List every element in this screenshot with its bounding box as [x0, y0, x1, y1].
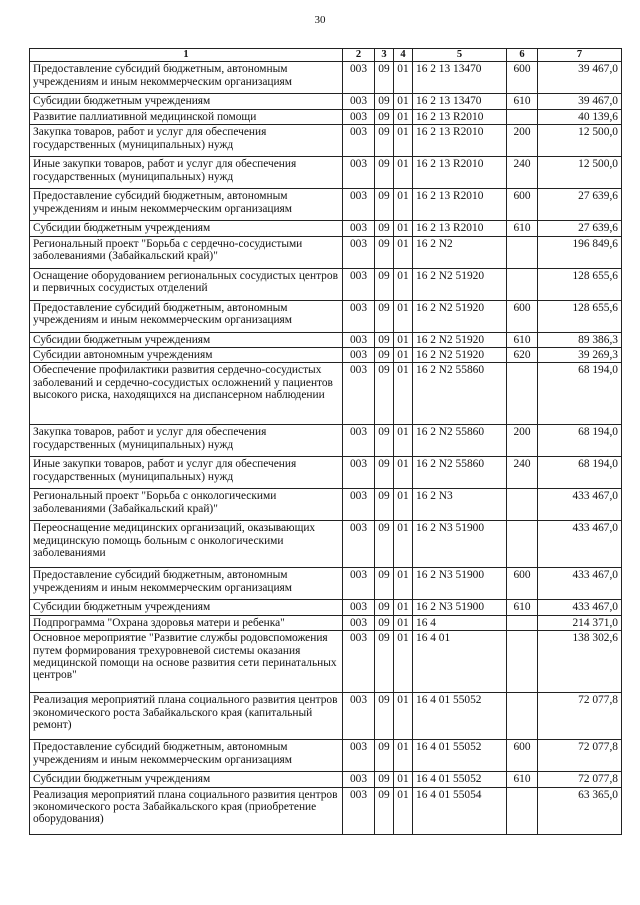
row-amount: 433 467,0 [538, 568, 622, 600]
table-row [30, 740, 622, 772]
table-body [30, 62, 622, 834]
row-amount: 39 269,3 [538, 348, 622, 363]
row-name: Основное мероприятие "Развитие службы родовспоможения путем формирования трехуровневой системы оказания медицинской помощи на основе развития сети перинатальных центров" [30, 631, 343, 693]
row-csr-code: 16 2 13 13470 [413, 62, 507, 94]
row-pr-code: 01 [394, 772, 413, 787]
row-csr-code: 16 2 N3 [413, 489, 507, 521]
row-gr-code: 003 [343, 268, 375, 300]
row-rz-code: 09 [375, 268, 394, 300]
row-gr-code: 003 [343, 600, 375, 615]
row-amount: 63 365,0 [538, 787, 622, 834]
header-col-6: 6 [507, 49, 538, 62]
row-pr-code: 01 [394, 332, 413, 347]
row-rz-code: 09 [375, 189, 394, 221]
row-name: Закупка товаров, работ и услуг для обеспечения государственных (муниципальных) нужд [30, 125, 343, 157]
row-amount: 40 139,6 [538, 109, 622, 124]
row-name: Закупка товаров, работ и услуг для обеспечения государственных (муниципальных) нужд [30, 425, 343, 457]
row-amount: 27 639,6 [538, 189, 622, 221]
row-vr-code: 610 [507, 772, 538, 787]
row-amount: 68 194,0 [538, 425, 622, 457]
row-vr-code: 610 [507, 332, 538, 347]
row-name: Предоставление субсидий бюджетным, автономным учреждениям и иным некоммерческим организациям [30, 740, 343, 772]
row-rz-code: 09 [375, 109, 394, 124]
row-amount: 433 467,0 [538, 489, 622, 521]
row-amount: 433 467,0 [538, 521, 622, 568]
row-amount: 72 077,8 [538, 772, 622, 787]
row-gr-code: 003 [343, 125, 375, 157]
table-row [30, 521, 622, 568]
row-pr-code: 01 [394, 457, 413, 489]
row-vr-code: 600 [507, 300, 538, 332]
row-csr-code: 16 2 13 R2010 [413, 125, 507, 157]
row-amount: 196 849,6 [538, 236, 622, 268]
row-vr-code: 600 [507, 62, 538, 94]
header-row [30, 49, 622, 62]
row-name: Обеспечение профилактики развития сердечно-сосудистых заболеваний и сердечно-сосудистых осложнений у пациентов высокого риска, находящихся на диспансерном наблюдении [30, 363, 343, 425]
row-pr-code: 01 [394, 740, 413, 772]
row-name: Предоставление субсидий бюджетным, автономным учреждениям и иным некоммерческим организациям [30, 300, 343, 332]
row-gr-code: 003 [343, 787, 375, 834]
row-pr-code: 01 [394, 109, 413, 124]
row-pr-code: 01 [394, 189, 413, 221]
row-csr-code: 16 2 N3 51900 [413, 600, 507, 615]
row-vr-code [507, 615, 538, 630]
row-pr-code: 01 [394, 94, 413, 109]
header-col-1: 1 [30, 49, 343, 62]
row-gr-code: 003 [343, 568, 375, 600]
row-pr-code: 01 [394, 489, 413, 521]
row-vr-code [507, 787, 538, 834]
row-amount: 12 500,0 [538, 125, 622, 157]
table-row [30, 300, 622, 332]
row-name: Переоснащение медицинских организаций, оказывающих медицинскую помощь больным с онкологическими заболеваниями [30, 521, 343, 568]
row-vr-code [507, 693, 538, 740]
row-amount: 128 655,6 [538, 300, 622, 332]
row-rz-code: 09 [375, 62, 394, 94]
row-amount: 12 500,0 [538, 157, 622, 189]
header-col-4: 4 [394, 49, 413, 62]
row-csr-code: 16 2 13 R2010 [413, 189, 507, 221]
row-rz-code: 09 [375, 363, 394, 425]
row-pr-code: 01 [394, 568, 413, 600]
table-row [30, 189, 622, 221]
row-rz-code: 09 [375, 600, 394, 615]
row-amount: 433 467,0 [538, 600, 622, 615]
row-rz-code: 09 [375, 631, 394, 693]
row-rz-code: 09 [375, 157, 394, 189]
row-name: Субсидии бюджетным учреждениям [30, 600, 343, 615]
row-name: Развитие паллиативной медицинской помощи [30, 109, 343, 124]
row-amount: 128 655,6 [538, 268, 622, 300]
header-col-7: 7 [538, 49, 622, 62]
row-vr-code: 600 [507, 740, 538, 772]
row-pr-code: 01 [394, 615, 413, 630]
header-col-5: 5 [413, 49, 507, 62]
row-pr-code: 01 [394, 157, 413, 189]
row-rz-code: 09 [375, 348, 394, 363]
table-row [30, 125, 622, 157]
row-gr-code: 003 [343, 236, 375, 268]
row-rz-code: 09 [375, 457, 394, 489]
row-gr-code: 003 [343, 189, 375, 221]
row-amount: 72 077,8 [538, 693, 622, 740]
row-pr-code: 01 [394, 787, 413, 834]
row-name: Субсидии бюджетным учреждениям [30, 332, 343, 347]
row-pr-code: 01 [394, 236, 413, 268]
row-name: Предоставление субсидий бюджетным, автономным учреждениям и иным некоммерческим организациям [30, 568, 343, 600]
row-gr-code: 003 [343, 62, 375, 94]
table-row [30, 489, 622, 521]
row-name: Реализация мероприятий плана социального развития центров экономического роста Забайкальского края (капитальный ремонт) [30, 693, 343, 740]
table-row [30, 600, 622, 615]
table-row [30, 109, 622, 124]
row-amount: 138 302,6 [538, 631, 622, 693]
row-rz-code: 09 [375, 615, 394, 630]
row-csr-code: 16 2 13 13470 [413, 94, 507, 109]
row-vr-code: 600 [507, 568, 538, 600]
row-gr-code: 003 [343, 740, 375, 772]
row-pr-code: 01 [394, 221, 413, 236]
table-row [30, 221, 622, 236]
row-vr-code [507, 489, 538, 521]
row-csr-code: 16 2 N2 51920 [413, 332, 507, 347]
row-amount: 89 386,3 [538, 332, 622, 347]
row-vr-code [507, 363, 538, 425]
row-name: Субсидии бюджетным учреждениям [30, 221, 343, 236]
row-csr-code: 16 2 13 R2010 [413, 109, 507, 124]
table-row [30, 62, 622, 94]
row-pr-code: 01 [394, 62, 413, 94]
row-vr-code: 240 [507, 457, 538, 489]
row-amount: 27 639,6 [538, 221, 622, 236]
table-row [30, 425, 622, 457]
row-rz-code: 09 [375, 94, 394, 109]
table-row [30, 631, 622, 693]
table-row [30, 568, 622, 600]
row-gr-code: 003 [343, 772, 375, 787]
row-amount: 68 194,0 [538, 457, 622, 489]
row-name: Предоставление субсидий бюджетным, автономным учреждениям и иным некоммерческим организациям [30, 62, 343, 94]
row-gr-code: 003 [343, 300, 375, 332]
table-header [30, 49, 622, 62]
row-vr-code: 610 [507, 600, 538, 615]
row-csr-code: 16 2 N2 [413, 236, 507, 268]
row-vr-code [507, 268, 538, 300]
row-pr-code: 01 [394, 125, 413, 157]
row-name: Субсидии бюджетным учреждениям [30, 94, 343, 109]
row-name: Субсидии автономным учреждениям [30, 348, 343, 363]
row-gr-code: 003 [343, 94, 375, 109]
table-row [30, 348, 622, 363]
row-vr-code: 610 [507, 94, 538, 109]
row-rz-code: 09 [375, 787, 394, 834]
row-rz-code: 09 [375, 521, 394, 568]
row-gr-code: 003 [343, 109, 375, 124]
row-pr-code: 01 [394, 300, 413, 332]
row-name: Субсидии бюджетным учреждениям [30, 772, 343, 787]
row-name: Иные закупки товаров, работ и услуг для обеспечения государственных (муниципальных) нужд [30, 457, 343, 489]
row-vr-code [507, 521, 538, 568]
row-csr-code: 16 2 N2 51920 [413, 300, 507, 332]
row-amount: 39 467,0 [538, 62, 622, 94]
row-name: Региональный проект "Борьба с сердечно-сосудистыми заболеваниями (Забайкальский край)" [30, 236, 343, 268]
row-vr-code: 610 [507, 221, 538, 236]
row-amount: 214 371,0 [538, 615, 622, 630]
row-csr-code: 16 4 01 55052 [413, 693, 507, 740]
row-gr-code: 003 [343, 631, 375, 693]
row-csr-code: 16 4 01 55054 [413, 787, 507, 834]
row-pr-code: 01 [394, 425, 413, 457]
row-gr-code: 003 [343, 157, 375, 189]
row-csr-code: 16 2 13 R2010 [413, 157, 507, 189]
row-csr-code: 16 2 N2 51920 [413, 348, 507, 363]
header-col-3: 3 [375, 49, 394, 62]
row-rz-code: 09 [375, 693, 394, 740]
table-row [30, 457, 622, 489]
row-rz-code: 09 [375, 332, 394, 347]
row-csr-code: 16 4 [413, 615, 507, 630]
row-vr-code [507, 109, 538, 124]
row-pr-code: 01 [394, 631, 413, 693]
row-rz-code: 09 [375, 125, 394, 157]
table-row [30, 772, 622, 787]
row-gr-code: 003 [343, 332, 375, 347]
row-vr-code: 620 [507, 348, 538, 363]
row-vr-code [507, 236, 538, 268]
row-rz-code: 09 [375, 772, 394, 787]
row-gr-code: 003 [343, 457, 375, 489]
row-pr-code: 01 [394, 363, 413, 425]
table-row [30, 332, 622, 347]
row-rz-code: 09 [375, 236, 394, 268]
row-csr-code: 16 2 N2 51920 [413, 268, 507, 300]
row-rz-code: 09 [375, 300, 394, 332]
row-pr-code: 01 [394, 348, 413, 363]
row-gr-code: 003 [343, 221, 375, 236]
row-amount: 72 077,8 [538, 740, 622, 772]
row-gr-code: 003 [343, 489, 375, 521]
row-pr-code: 01 [394, 693, 413, 740]
row-rz-code: 09 [375, 489, 394, 521]
row-csr-code: 16 2 N3 51900 [413, 568, 507, 600]
row-vr-code: 600 [507, 189, 538, 221]
table-row [30, 268, 622, 300]
row-name: Региональный проект "Борьба с онкологическими заболеваниями (Забайкальский край)" [30, 489, 343, 521]
row-vr-code [507, 631, 538, 693]
row-pr-code: 01 [394, 268, 413, 300]
row-vr-code: 200 [507, 125, 538, 157]
table-row [30, 94, 622, 109]
row-gr-code: 003 [343, 425, 375, 457]
table-row [30, 236, 622, 268]
row-name: Подпрограмма "Охрана здоровья матери и ребенка" [30, 615, 343, 630]
row-csr-code: 16 4 01 [413, 631, 507, 693]
row-csr-code: 16 2 N2 55860 [413, 363, 507, 425]
row-amount: 68 194,0 [538, 363, 622, 425]
page-number: 30 [314, 14, 326, 26]
row-name: Оснащение оборудованием региональных сосудистых центров и первичных сосудистых отделений [30, 268, 343, 300]
row-amount: 39 467,0 [538, 94, 622, 109]
row-rz-code: 09 [375, 425, 394, 457]
row-rz-code: 09 [375, 740, 394, 772]
budget-table [29, 48, 622, 835]
row-pr-code: 01 [394, 600, 413, 615]
table-row [30, 363, 622, 425]
table-row [30, 157, 622, 189]
row-gr-code: 003 [343, 615, 375, 630]
row-csr-code: 16 2 N3 51900 [413, 521, 507, 568]
row-gr-code: 003 [343, 363, 375, 425]
header-col-2: 2 [343, 49, 375, 62]
row-vr-code: 200 [507, 425, 538, 457]
row-csr-code: 16 4 01 55052 [413, 740, 507, 772]
row-rz-code: 09 [375, 221, 394, 236]
row-vr-code: 240 [507, 157, 538, 189]
row-name: Предоставление субсидий бюджетным, автономным учреждениям и иным некоммерческим организациям [30, 189, 343, 221]
row-csr-code: 16 2 13 R2010 [413, 221, 507, 236]
row-csr-code: 16 4 01 55052 [413, 772, 507, 787]
row-gr-code: 003 [343, 693, 375, 740]
row-gr-code: 003 [343, 348, 375, 363]
row-csr-code: 16 2 N2 55860 [413, 425, 507, 457]
table-row [30, 693, 622, 740]
row-pr-code: 01 [394, 521, 413, 568]
table-row [30, 615, 622, 630]
row-rz-code: 09 [375, 568, 394, 600]
row-name: Реализация мероприятий плана социального развития центров экономического роста Забайкальского края (приобретение оборудования) [30, 787, 343, 834]
row-name: Иные закупки товаров, работ и услуг для обеспечения государственных (муниципальных) нужд [30, 157, 343, 189]
row-gr-code: 003 [343, 521, 375, 568]
row-csr-code: 16 2 N2 55860 [413, 457, 507, 489]
table-row [30, 787, 622, 834]
